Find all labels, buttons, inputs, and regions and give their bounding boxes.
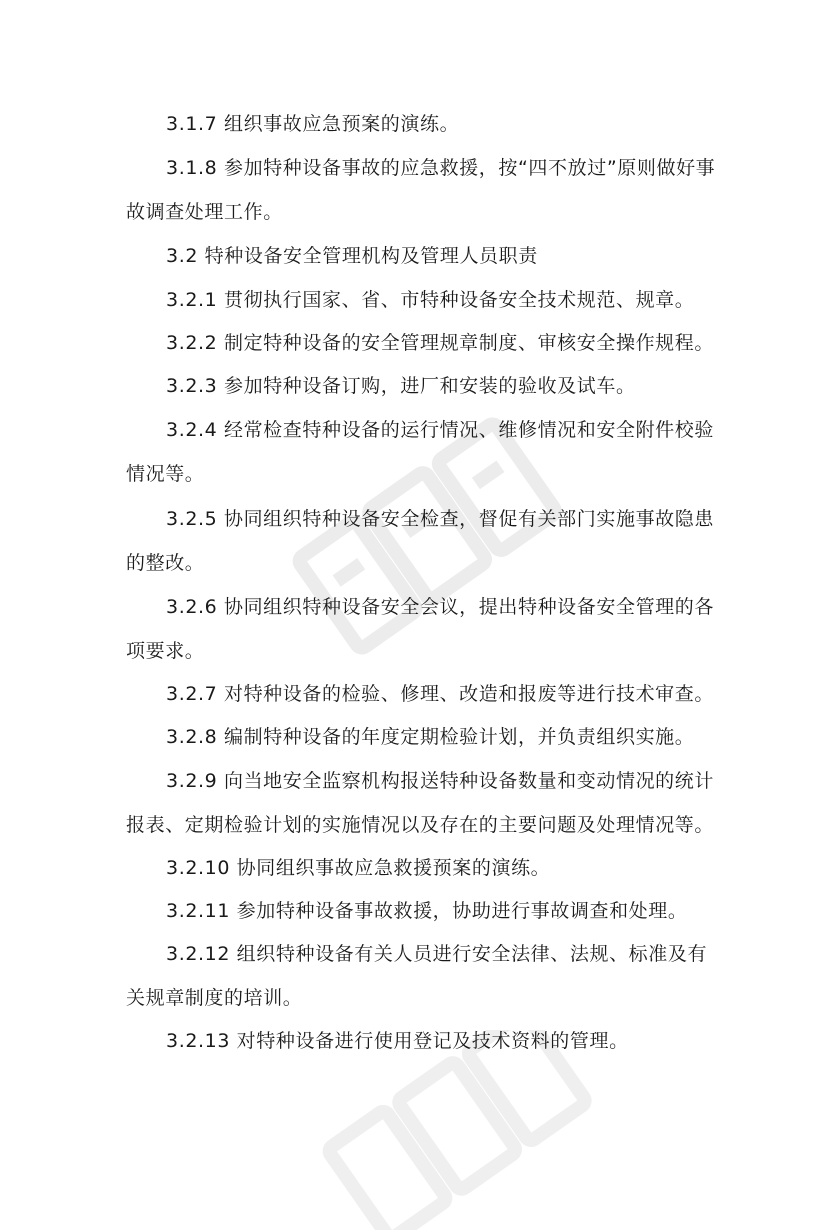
paragraph-3-2-7: 3.2.7 对特种设备的检验、修理、改造和报废等进行技术审查。 bbox=[166, 683, 714, 705]
section-heading-3-2: 3.2 特种设备安全管理机构及管理人员职责 bbox=[166, 245, 538, 267]
paragraph-3-2-13: 3.2.13 对特种设备进行使用登记及技术资料的管理。 bbox=[166, 1030, 629, 1052]
paragraph-3-2-10: 3.2.10 协同组织事故应急救援预案的演练。 bbox=[166, 857, 551, 879]
paragraph-3-2-3: 3.2.3 参加特种设备订购，进厂和安装的验收及试车。 bbox=[166, 375, 636, 397]
paragraph-3-2-11: 3.2.11 参加特种设备事故救援，协助进行事故调查和处理。 bbox=[166, 900, 688, 922]
paragraph-3-1-8: 3.1.8 参加特种设备事故的应急救援，按“四不放过”原则做好事故调查处理工作。 bbox=[126, 157, 716, 223]
paragraph-3-2-2: 3.2.2 制定特种设备的安全管理规章制度、审核安全操作规程。 bbox=[166, 332, 714, 354]
paragraph-3-2-8: 3.2.8 编制特种设备的年度定期检验计划，并负责组织实施。 bbox=[166, 726, 695, 748]
paragraph-3-1-7: 3.1.7 组织事故应急预案的演练。 bbox=[166, 113, 460, 135]
paragraph-3-2-6: 3.2.6 协同组织特种设备安全会议，提出特种设备安全管理的各项要求。 bbox=[126, 596, 714, 662]
paragraph-3-2-12: 3.2.12 组织特种设备有关人员进行安全法律、法规、标准及有关规章制度的培训。 bbox=[126, 943, 708, 1009]
paragraph-3-2-5: 3.2.5 协同组织特种设备安全检查，督促有关部门实施事故隐患的整改。 bbox=[126, 508, 714, 574]
paragraph-3-2-4: 3.2.4 经常检查特种设备的运行情况、维修情况和安全附件校验情况等。 bbox=[126, 419, 714, 485]
paragraph-3-2-1: 3.2.1 贯彻执行国家、省、市特种设备安全技术规范、规章。 bbox=[166, 289, 695, 311]
paragraph-3-2-9: 3.2.9 向当地安全监察机构报送特种设备数量和变动情况的统计报表、定期检验计划的实施情况以及存在的主要问题及处理情况等。 bbox=[126, 770, 715, 836]
